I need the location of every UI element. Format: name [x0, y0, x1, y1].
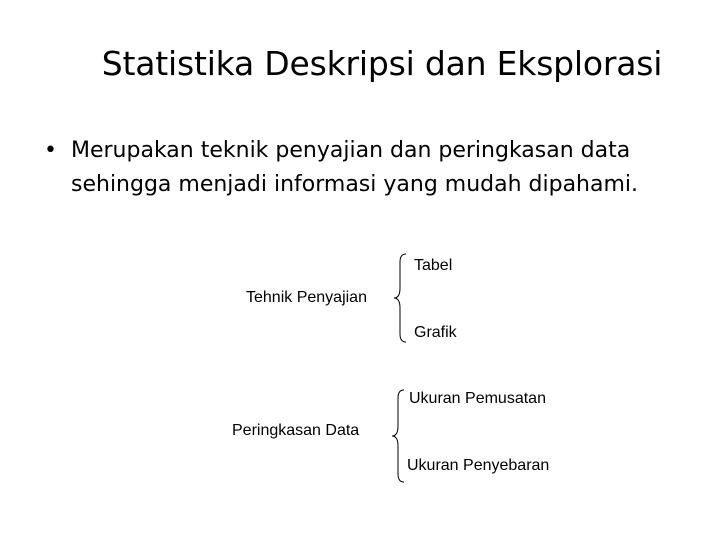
group-label-peringkasan-data: Peringkasan Data [232, 422, 360, 439]
curly-brace-icon [392, 252, 414, 344]
bullet-point [44, 134, 704, 202]
bullet-marker: • [44, 138, 57, 163]
item-ukuran-penyebaran: Ukuran Penyebaran [407, 457, 550, 474]
group-label-tehnik-penyajian: Tehnik Penyajian [246, 289, 367, 306]
bullet-line-2 [44, 168, 704, 202]
bullet-line-1 [44, 134, 704, 168]
item-ukuran-pemusatan: Ukuran Pemusatan [409, 390, 546, 407]
bullet-text-line-1: Merupakan teknik penyajian dan peringkasan data [71, 138, 631, 163]
item-grafik: Grafik [414, 324, 457, 341]
item-tabel: Tabel [414, 257, 453, 274]
slide-title: Statistika Deskripsi dan Eksplorasi [101, 44, 663, 83]
bullet-text-line-2: sehingga menjadi informasi yang mudah dipahami. [71, 172, 639, 197]
